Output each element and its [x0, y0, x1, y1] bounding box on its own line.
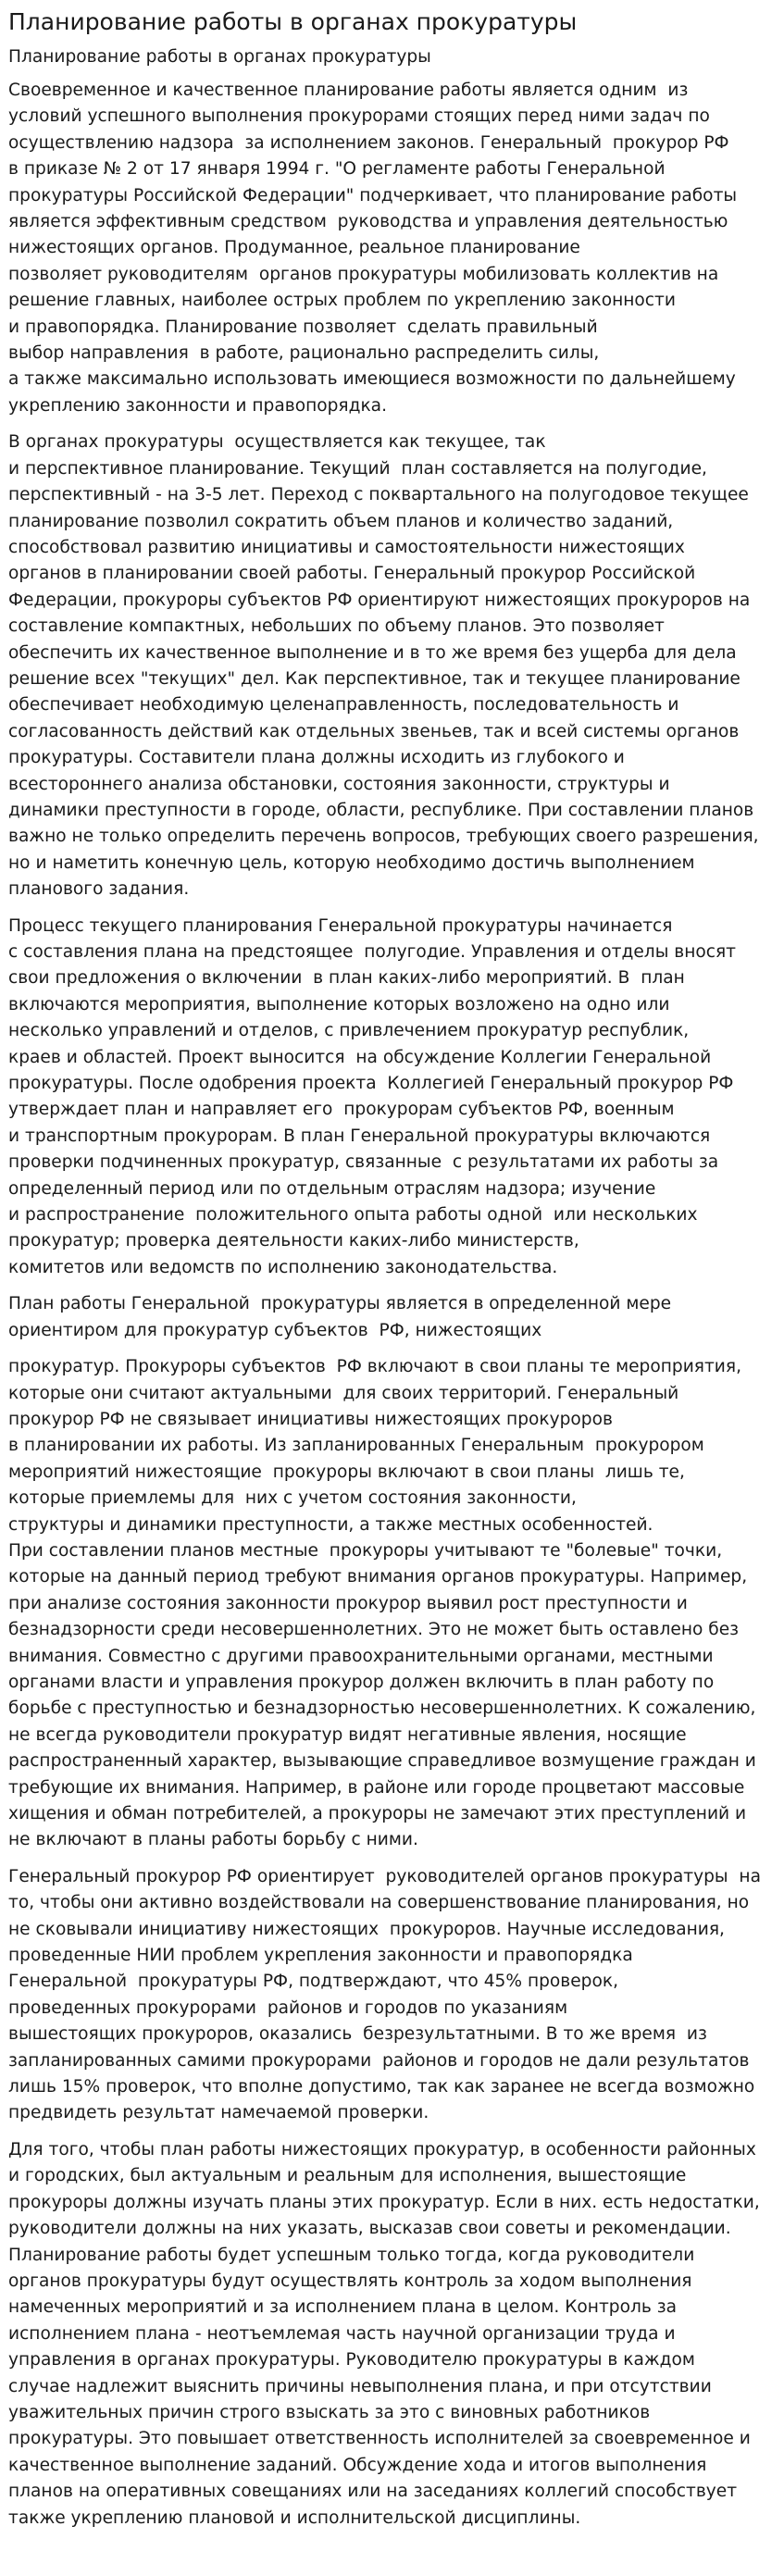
- text-line: и перспективное планирование. Текущий план составляется на полугодие,: [8, 458, 707, 479]
- text-line: Генеральный прокурор РФ ориентирует руководителей органов прокуратуры на: [8, 1866, 761, 1886]
- text-line: предвидеть результат намечаемой проверки.: [8, 2103, 429, 2123]
- text-line: нижестоящих органов. Продуманное, реальное планирование: [8, 238, 580, 258]
- text-line: планового задания.: [8, 879, 190, 900]
- text-line: намеченных мероприятий и за исполнением плана в целом. Контроль за: [8, 2297, 678, 2318]
- text-line: качественное выполнение заданий. Обсуждение хода и итогов выполнения: [8, 2455, 707, 2475]
- text-line: способствовал развитию инициативы и самостоятельности нижестоящих: [8, 537, 685, 557]
- text-line: обеспечить их качественное выполнение и в то же время без ущерба для дела: [8, 642, 737, 663]
- text-line: является эффективным средством руководства и управления деятельностью: [8, 212, 728, 232]
- text-line: прокуроры должны изучать планы этих прокуратур. Если в них. есть недостатки,: [8, 2192, 760, 2212]
- text-line: и распространение положительного опыта работы одной или нескольких: [8, 1205, 698, 1226]
- text-line: решение главных, наиболее острых проблем по укреплению законности: [8, 291, 676, 311]
- text-line: краев и областей. Проект выносится на обсуждение Коллегии Генеральной: [8, 1047, 712, 1067]
- paragraph-1: [8, 78, 777, 419]
- text-line: выбор направления в работе, рационально распределить силы,: [8, 343, 600, 364]
- text-line: перспективный - на 3-5 лет. Переход с поквартального на полугодовое текущее: [8, 485, 749, 505]
- text-line: важно не только определить перечень вопросов, требующих своего разрешения,: [8, 827, 759, 847]
- text-line: которые на данный период требуют внимания органов прокуратуры. Например,: [8, 1567, 748, 1587]
- paragraph-6: [8, 1864, 777, 2127]
- text-line: хищения и обман потребителей, а прокуроры не замечают этих преступлений и: [8, 1804, 747, 1823]
- text-line: которые они считают актуальными для своих территорий. Генеральный: [8, 1383, 679, 1403]
- text-line: комитетов или ведомств по исполнению законодательства.: [8, 1257, 558, 1277]
- text-line: Процесс текущего планирования Генеральной прокуратуры начинается: [8, 915, 673, 936]
- paragraph-3: [8, 914, 777, 1282]
- text-line: прокурор РФ не связывает инициативы нижестоящих прокуроров: [8, 1409, 613, 1429]
- text-line: не включают в планы работы борьбу с ними.: [8, 1830, 418, 1850]
- text-line: При составлении планов местные прокуроры учитывают те "болевые" точки,: [8, 1540, 723, 1561]
- text-line: динамики преступности в городе, области, республике. При составлении планов: [8, 800, 754, 820]
- text-line: Для того, чтобы план работы нижестоящих прокуратур, в особенности районных: [8, 2139, 756, 2159]
- text-line: укреплению законности и правопорядка.: [8, 395, 387, 416]
- text-line: лишь 15% проверок, что вполне допустимо, так как заранее не всегда возможно: [8, 2077, 755, 2097]
- text-line: и правопорядка. Планирование позволяет сделать правильный: [8, 317, 598, 337]
- text-line: обеспечивает необходимую целенаправленность, последовательность и: [8, 695, 679, 716]
- text-line: внимания. Совместно с другими правоохранительными органами, местными: [8, 1646, 714, 1666]
- text-line: План работы Генеральной прокуратуры является в определенной мере: [8, 1294, 672, 1314]
- text-line: то, чтобы они активно воздействовали на совершенствование планирования, но: [8, 1893, 750, 1913]
- text-line: запланированных самими прокурорами районов и городов не дали результатов: [8, 2050, 750, 2071]
- text-line: которые приемлемы для них с учетом состояния законности,: [8, 1488, 577, 1509]
- text-line: согласованность действий как отдельных звеньев, так и всей системы органов: [8, 721, 740, 741]
- text-line: В органах прокуратуры осуществляется как текущее, так: [8, 432, 546, 453]
- page-title: Планирование работы в органах прокуратуры: [8, 8, 578, 35]
- text-line: Планирование работы будет успешным только тогда, когда руководители: [8, 2245, 695, 2265]
- text-line: но и наметить конечную цель, которую необходимо достичь выполнением: [8, 852, 695, 873]
- page-subtitle: Планирование работы в органах прокуратуры: [8, 47, 431, 67]
- text-line: при анализе состояния законности прокурор выявил рост преступности и: [8, 1593, 688, 1613]
- text-line: а также максимально использовать имеющиеся возможности по дальнейшему: [8, 369, 736, 390]
- paragraph-5: [8, 1354, 777, 1854]
- text-line: прокуратур. Прокуроры субъектов РФ включают в свои планы те мероприятия,: [8, 1357, 741, 1377]
- text-line: случае надлежит выяснить причины невыполнения плана, и при отсутствии: [8, 2376, 712, 2396]
- text-line: составление компактных, небольших по объему планов. Это позволяет: [8, 616, 665, 637]
- text-line: не всегда руководители прокуратур видят негативные явления, носящие: [8, 1724, 687, 1745]
- document-body: [8, 78, 777, 2532]
- paragraph-2: [8, 429, 777, 902]
- text-line: осуществлению надзора за исполнением законов. Генеральный прокурор РФ: [8, 132, 729, 153]
- text-line: с составления плана на предстоящее полугодие. Управления и отделы вносят: [8, 942, 737, 962]
- text-line: Генеральной прокуратуры РФ, подтверждают, что 45% проверок,: [8, 1972, 619, 1992]
- text-line: ориентиром для прокуратур субъектов РФ, нижестоящих: [8, 1320, 542, 1340]
- text-line: прокуратуры. Составители плана должны исходить из глубокого и: [8, 748, 625, 768]
- text-line: Федерации, прокуроры субъектов РФ ориентируют нижестоящих прокуроров на: [8, 590, 751, 610]
- text-line: несколько управлений и отделов, с привлечением прокуратур республик,: [8, 1021, 690, 1041]
- text-line: проведенные НИИ проблем укрепления законности и правопорядка: [8, 1946, 633, 1966]
- text-line: прокуратур; проверка деятельности каких-либо министерств,: [8, 1231, 579, 1251]
- text-line: уважительных причин строго взыскать за это с виновных работников: [8, 2402, 651, 2422]
- text-line: безнадзорности среди несовершеннолетних. Это не может быть оставлено без: [8, 1620, 740, 1640]
- text-line: органами власти и управления прокурор должен включить в план работу по: [8, 1672, 715, 1692]
- text-line: Своевременное и качественное планирование работы является одним из: [8, 81, 689, 100]
- text-line: включаются мероприятия, выполнение которых возложено на одно или: [8, 994, 670, 1014]
- text-line: прокуратуры. Это повышает ответственность исполнителей за своевременное и: [8, 2429, 751, 2449]
- text-line: и транспортным прокурорам. В план Генеральной прокуратуры включаются: [8, 1126, 711, 1146]
- text-line: прокуратуры. После одобрения проекта Коллегией Генеральный прокурор РФ: [8, 1074, 734, 1094]
- text-line: планирование позволил сократить объем планов и количество заданий,: [8, 511, 674, 531]
- text-line: не сковывали инициативу нижестоящих прокуроров. Научные исследования,: [8, 1919, 725, 1939]
- text-line: органов в планировании своей работы. Генеральный прокурор Российской: [8, 564, 696, 584]
- text-line: условий успешного выполнения прокурорами стоящих перед ними задач по: [8, 106, 710, 127]
- text-line: и городских, был актуальным и реальным для исполнения, вышестоящие: [8, 2166, 687, 2186]
- text-line: мероприятий нижестоящие прокуроры включают в свои планы лишь те,: [8, 1462, 685, 1482]
- text-line: вышестоящих прокуроров, оказались безрезультатными. В то же время из: [8, 2024, 707, 2045]
- text-line: борьбе с преступностью и безнадзорностью несовершеннолетних. К сожалению,: [8, 1699, 756, 1719]
- text-line: решение всех "текущих" дел. Как перспективное, так и текущее планирование: [8, 668, 740, 689]
- text-line: в планировании их работы. Из запланированных Генеральным прокурором: [8, 1436, 704, 1456]
- text-line: требующие их внимания. Например, в районе или городе процветают массовые: [8, 1777, 745, 1798]
- text-line: руководители должны на них указать, высказав свои советы и рекомендации.: [8, 2219, 731, 2239]
- text-line: управления в органах прокуратуры. Руководителю прокуратуры в каждом: [8, 2350, 695, 2371]
- text-line: всестороннего анализа обстановки, состояния законности, структуры и: [8, 774, 670, 794]
- text-line: исполнением плана - неотъемлемая часть научной организации труда и: [8, 2323, 676, 2344]
- text-line: утверждает план и направляет его прокурорам субъектов РФ, военным: [8, 1100, 675, 1120]
- text-line: определенный период или по отдельным отраслям надзора; изучение: [8, 1178, 656, 1199]
- text-line: органов прокуратуры будут осуществлять контроль за ходом выполнения: [8, 2271, 692, 2291]
- paragraph-4: [8, 1291, 777, 1344]
- text-line: структуры и динамики преступности, а также местных особенностей.: [8, 1514, 653, 1535]
- text-line: прокуратуры Российской Федерации" подчеркивает, что планирование работы: [8, 185, 738, 205]
- text-line: также укреплению плановой и исполнительской дисциплины.: [8, 2508, 581, 2528]
- text-line: в приказе № 2 от 17 января 1994 г. "О регламенте работы Генеральной: [8, 159, 666, 180]
- paragraph-7: [8, 2137, 777, 2532]
- text-line: планов на оперативных совещаниях или на заседаниях коллегий способствует: [8, 2482, 738, 2502]
- text-line: проверки подчиненных прокуратур, связанные с результатами их работы за: [8, 1152, 719, 1173]
- text-line: проведенных прокурорами районов и городов по указаниям: [8, 1997, 568, 2018]
- text-line: распространенный характер, вызывающие справедливое возмущение граждан и: [8, 1751, 756, 1772]
- text-line: свои предложения о включении в план каких-либо мероприятий. В план: [8, 968, 685, 989]
- text-line: позволяет руководителям органов прокуратуры мобилизовать коллектив на: [8, 264, 719, 284]
